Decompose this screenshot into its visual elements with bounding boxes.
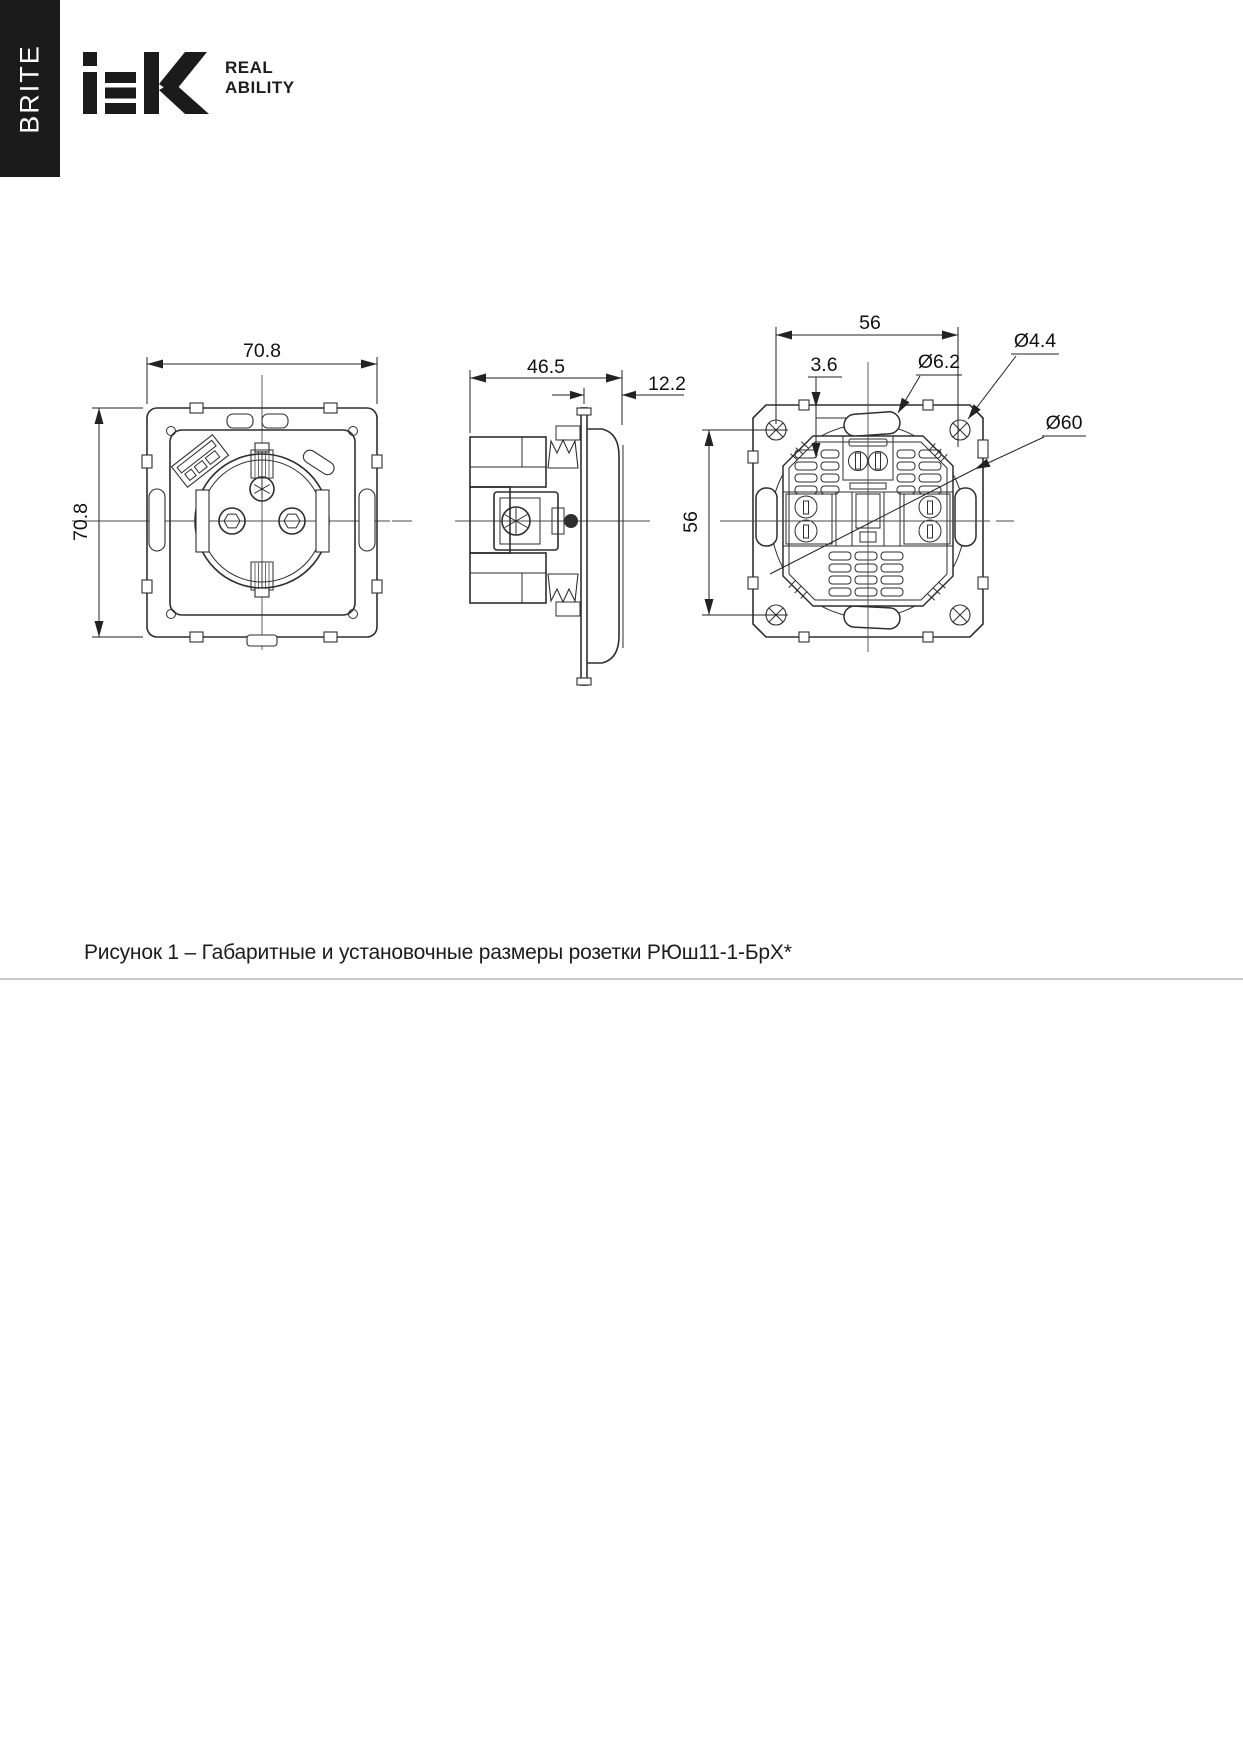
side-view	[392, 356, 686, 685]
front-view	[70, 340, 390, 650]
back-claw-tab-left	[756, 488, 777, 546]
back-dim-vspacing-label: 56	[680, 511, 702, 533]
back-claw-slot-top	[843, 411, 900, 437]
side-dim-depth	[470, 356, 622, 433]
front-label-sticker	[172, 435, 229, 488]
back-dim-claw-offset-label: 3.6	[810, 354, 838, 376]
back-claw-slot-bottom	[843, 606, 900, 630]
front-earth-contact-bottom	[251, 562, 273, 597]
front-dim-height-label: 70.8	[70, 503, 92, 541]
figure-caption: Рисунок 1 – Габаритные и установочные размеры розетки РЮш11-1-БрХ*	[84, 941, 792, 964]
back-claw-tab-right	[955, 488, 976, 546]
front-dim-height	[70, 408, 143, 637]
iek-tagline-line2: ABILITY	[225, 78, 295, 97]
iek-tagline-line1: REAL	[225, 58, 274, 77]
back-view	[680, 312, 1086, 652]
side-dim-depth-label: 46.5	[527, 356, 565, 378]
back-dim-slot-dia-label: Ø6.2	[917, 351, 961, 373]
side-dim-protrusion-label: 12.2	[648, 373, 686, 395]
side-claw-top	[548, 440, 578, 468]
side-claw-bottom	[548, 574, 578, 602]
technical-drawing	[0, 0, 1243, 760]
brite-series-label: BRITE	[14, 43, 45, 134]
back-dim-install-dia-label: Ø60	[1045, 412, 1083, 434]
back-dim-hole-dia	[968, 330, 1059, 419]
page-divider	[0, 978, 1243, 980]
back-dim-hspacing-label: 56	[859, 312, 881, 334]
back-dim-hole-dia-label: Ø4.4	[1013, 330, 1057, 352]
front-dim-width-label: 70.8	[243, 340, 281, 362]
